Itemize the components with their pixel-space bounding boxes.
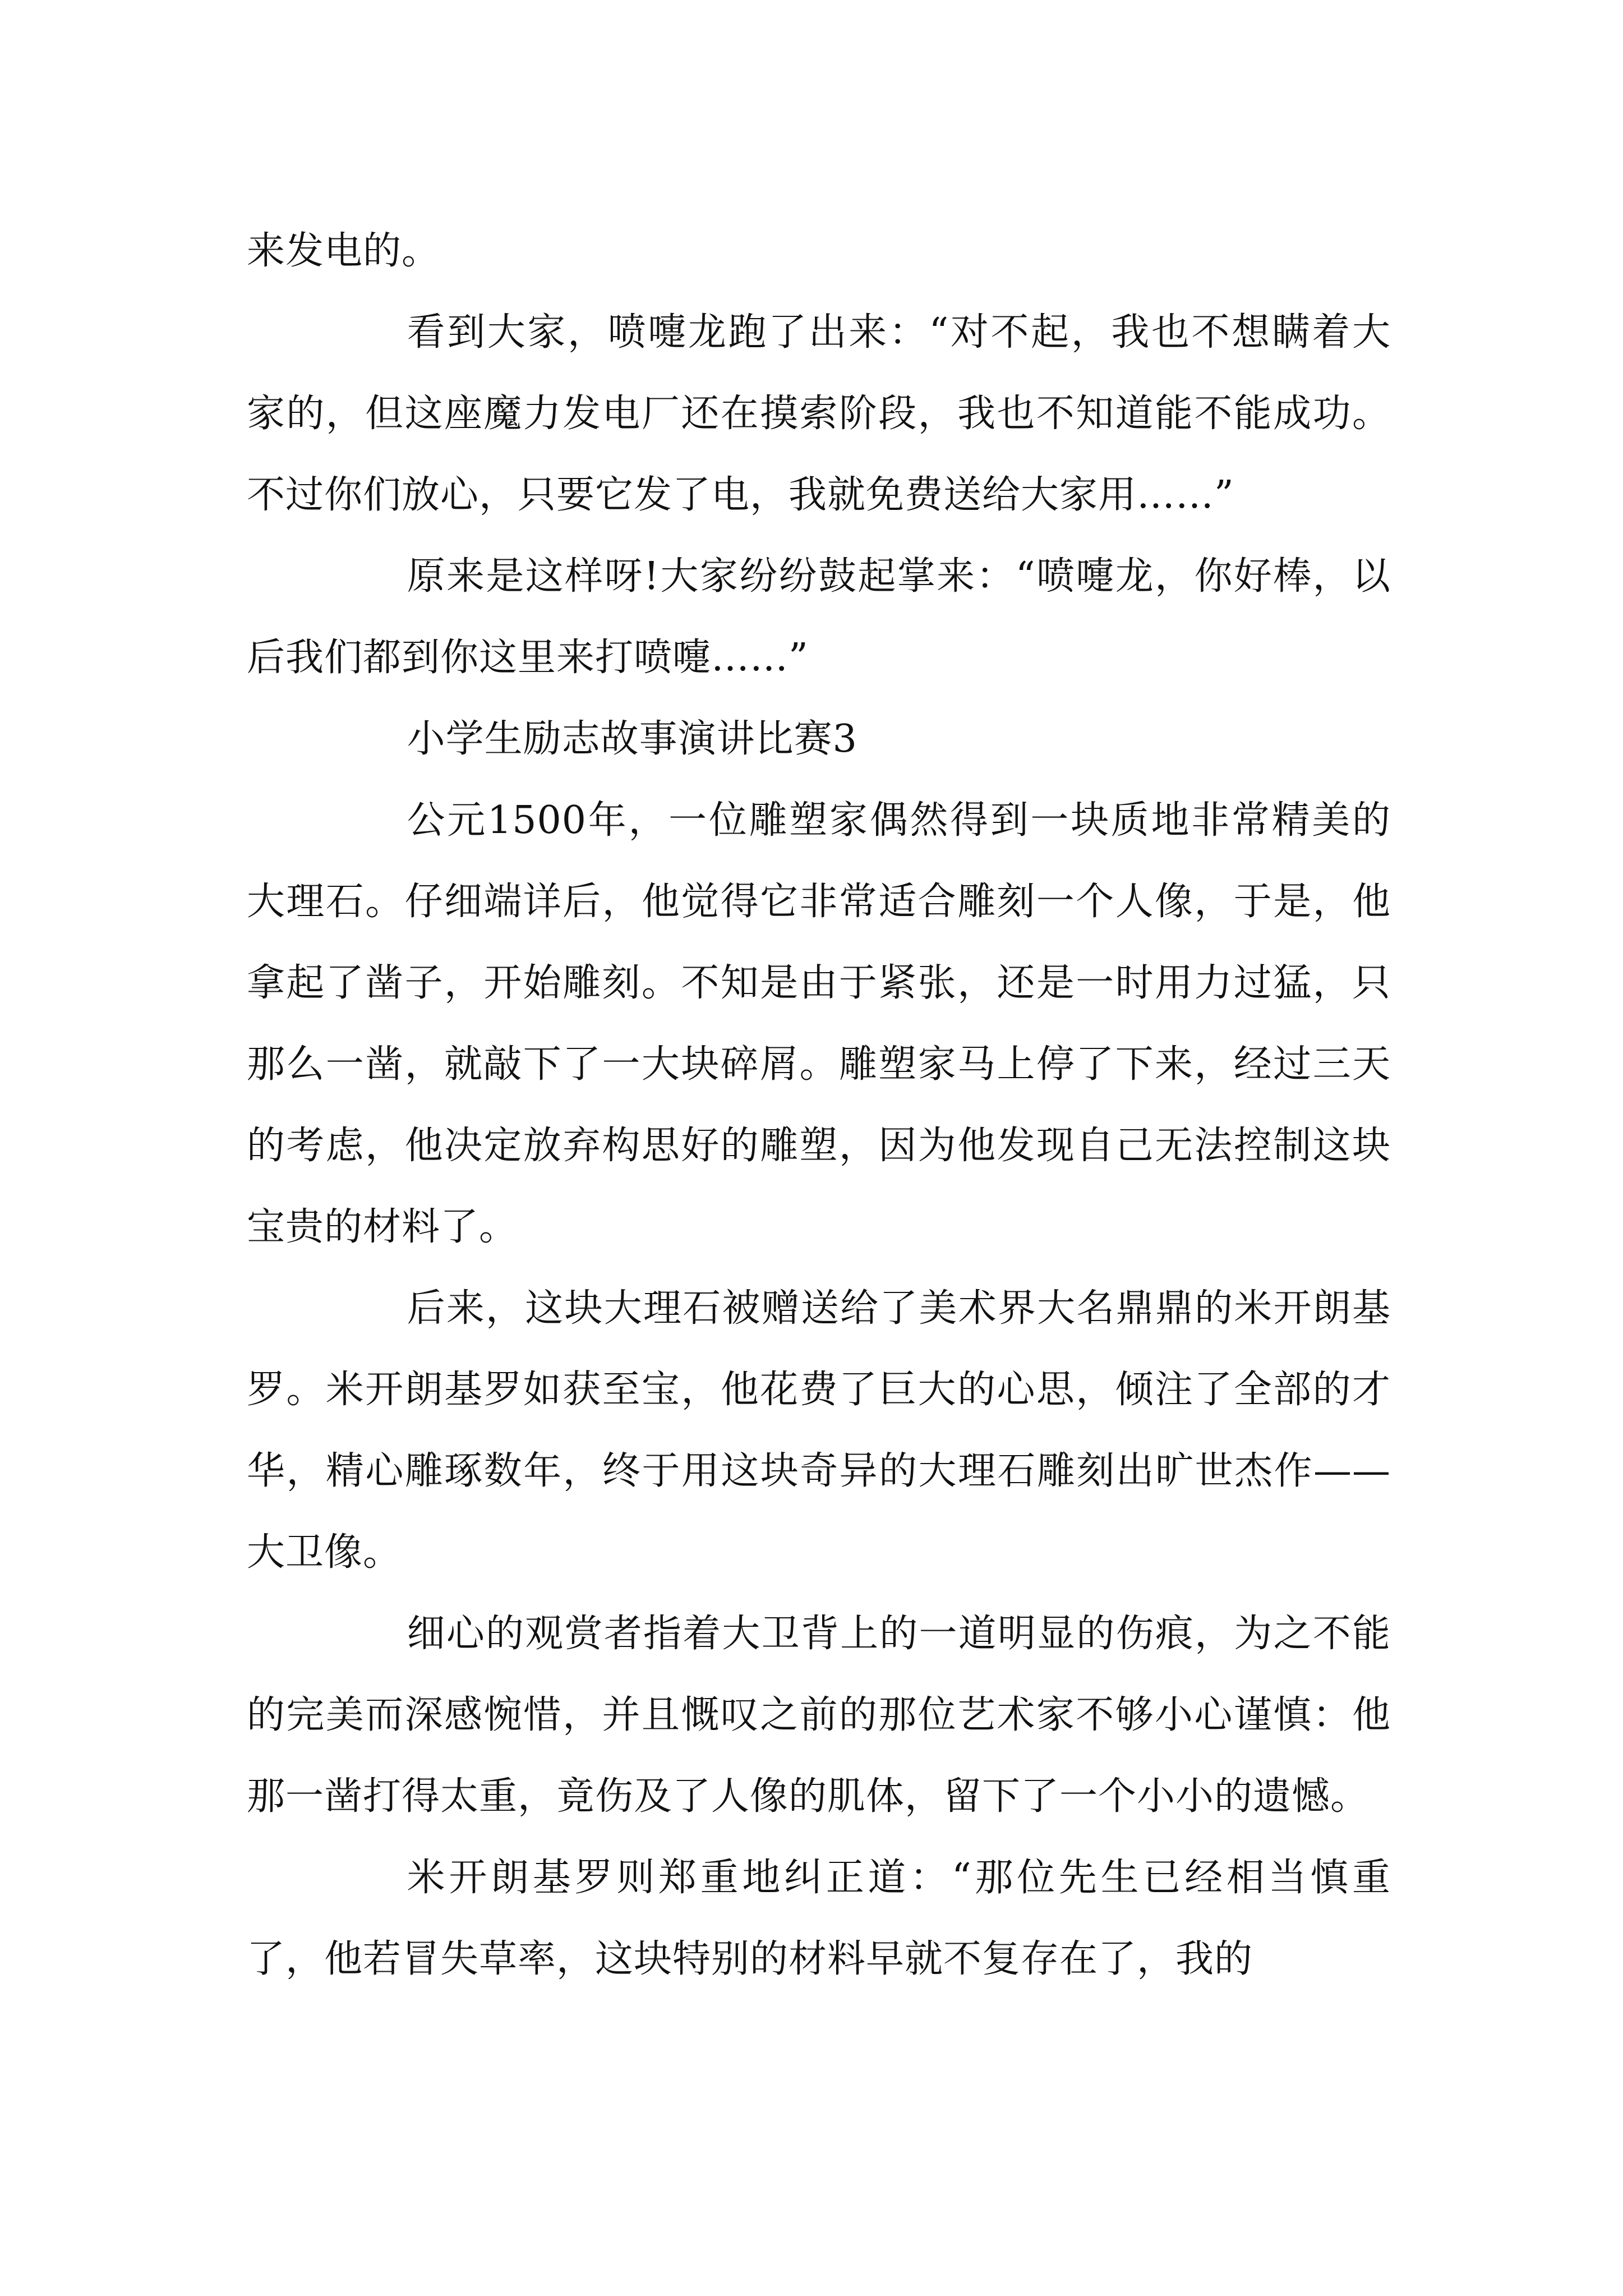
document-body — [247, 210, 1391, 2000]
paragraph-applause: 原来是这样呀!大家纷纷鼓起掌来：“喷嚏龙，你好棒，以后我们都到你这里来打喷嚏……” — [247, 554, 1391, 680]
paragraph-sneeze-dragon-apology: 看到大家，喷嚏龙跑了出来：“对不起，我也不想瞒着大家的，但这座魔力发电厂还在摸索阶段，我也不知道能不能成功。不过你们放心，只要它发了电，我就免费送给大家用……” — [247, 310, 1391, 517]
paragraph-michelangelo-reply: 米开朗基罗则郑重地纠正道：“那位先生已经相当慎重了，他若冒失草率，这块特别的材料早就不复存在了，我的 — [247, 1856, 1391, 1981]
section-heading: 小学生励志故事演讲比赛3 — [407, 717, 857, 761]
paragraph-michelangelo-david: 后来，这块大理石被赠送给了美术界大名鼎鼎的米开朗基罗。米开朗基罗如获至宝，他花费了巨大的心思，倾注了全部的才华，精心雕琢数年，终于用这块奇异的大理石雕刻出旷世杰作——大卫像。 — [247, 1286, 1391, 1575]
paragraph-observer-scar: 细心的观赏者指着大卫背上的一道明显的伤痕，为之不能的完美而深感惋惜，并且慨叹之前的那位艺术家不够小心谨慎：他那一凿打得太重，竟伤及了人像的肌体，留下了一个小小的遗憾。 — [247, 1612, 1391, 1819]
paragraph-continuation: 来发电的。 — [247, 229, 441, 273]
paragraph-sculptor-marble: 公元1500年，一位雕塑家偶然得到一块质地非常精美的大理石。仔细端详后，他觉得它非常适合雕刻一个人像，于是，他拿起了凿子，开始雕刻。不知是由于紧张，还是一时用力过猛，只那么一凿，就敲下了一大块碎屑。雕塑家马上停了下来，经过三天的考虑，他决定放弃构思好的雕塑，因为他发现自己无法控制这块宝贵的材料了。 — [247, 798, 1391, 1249]
